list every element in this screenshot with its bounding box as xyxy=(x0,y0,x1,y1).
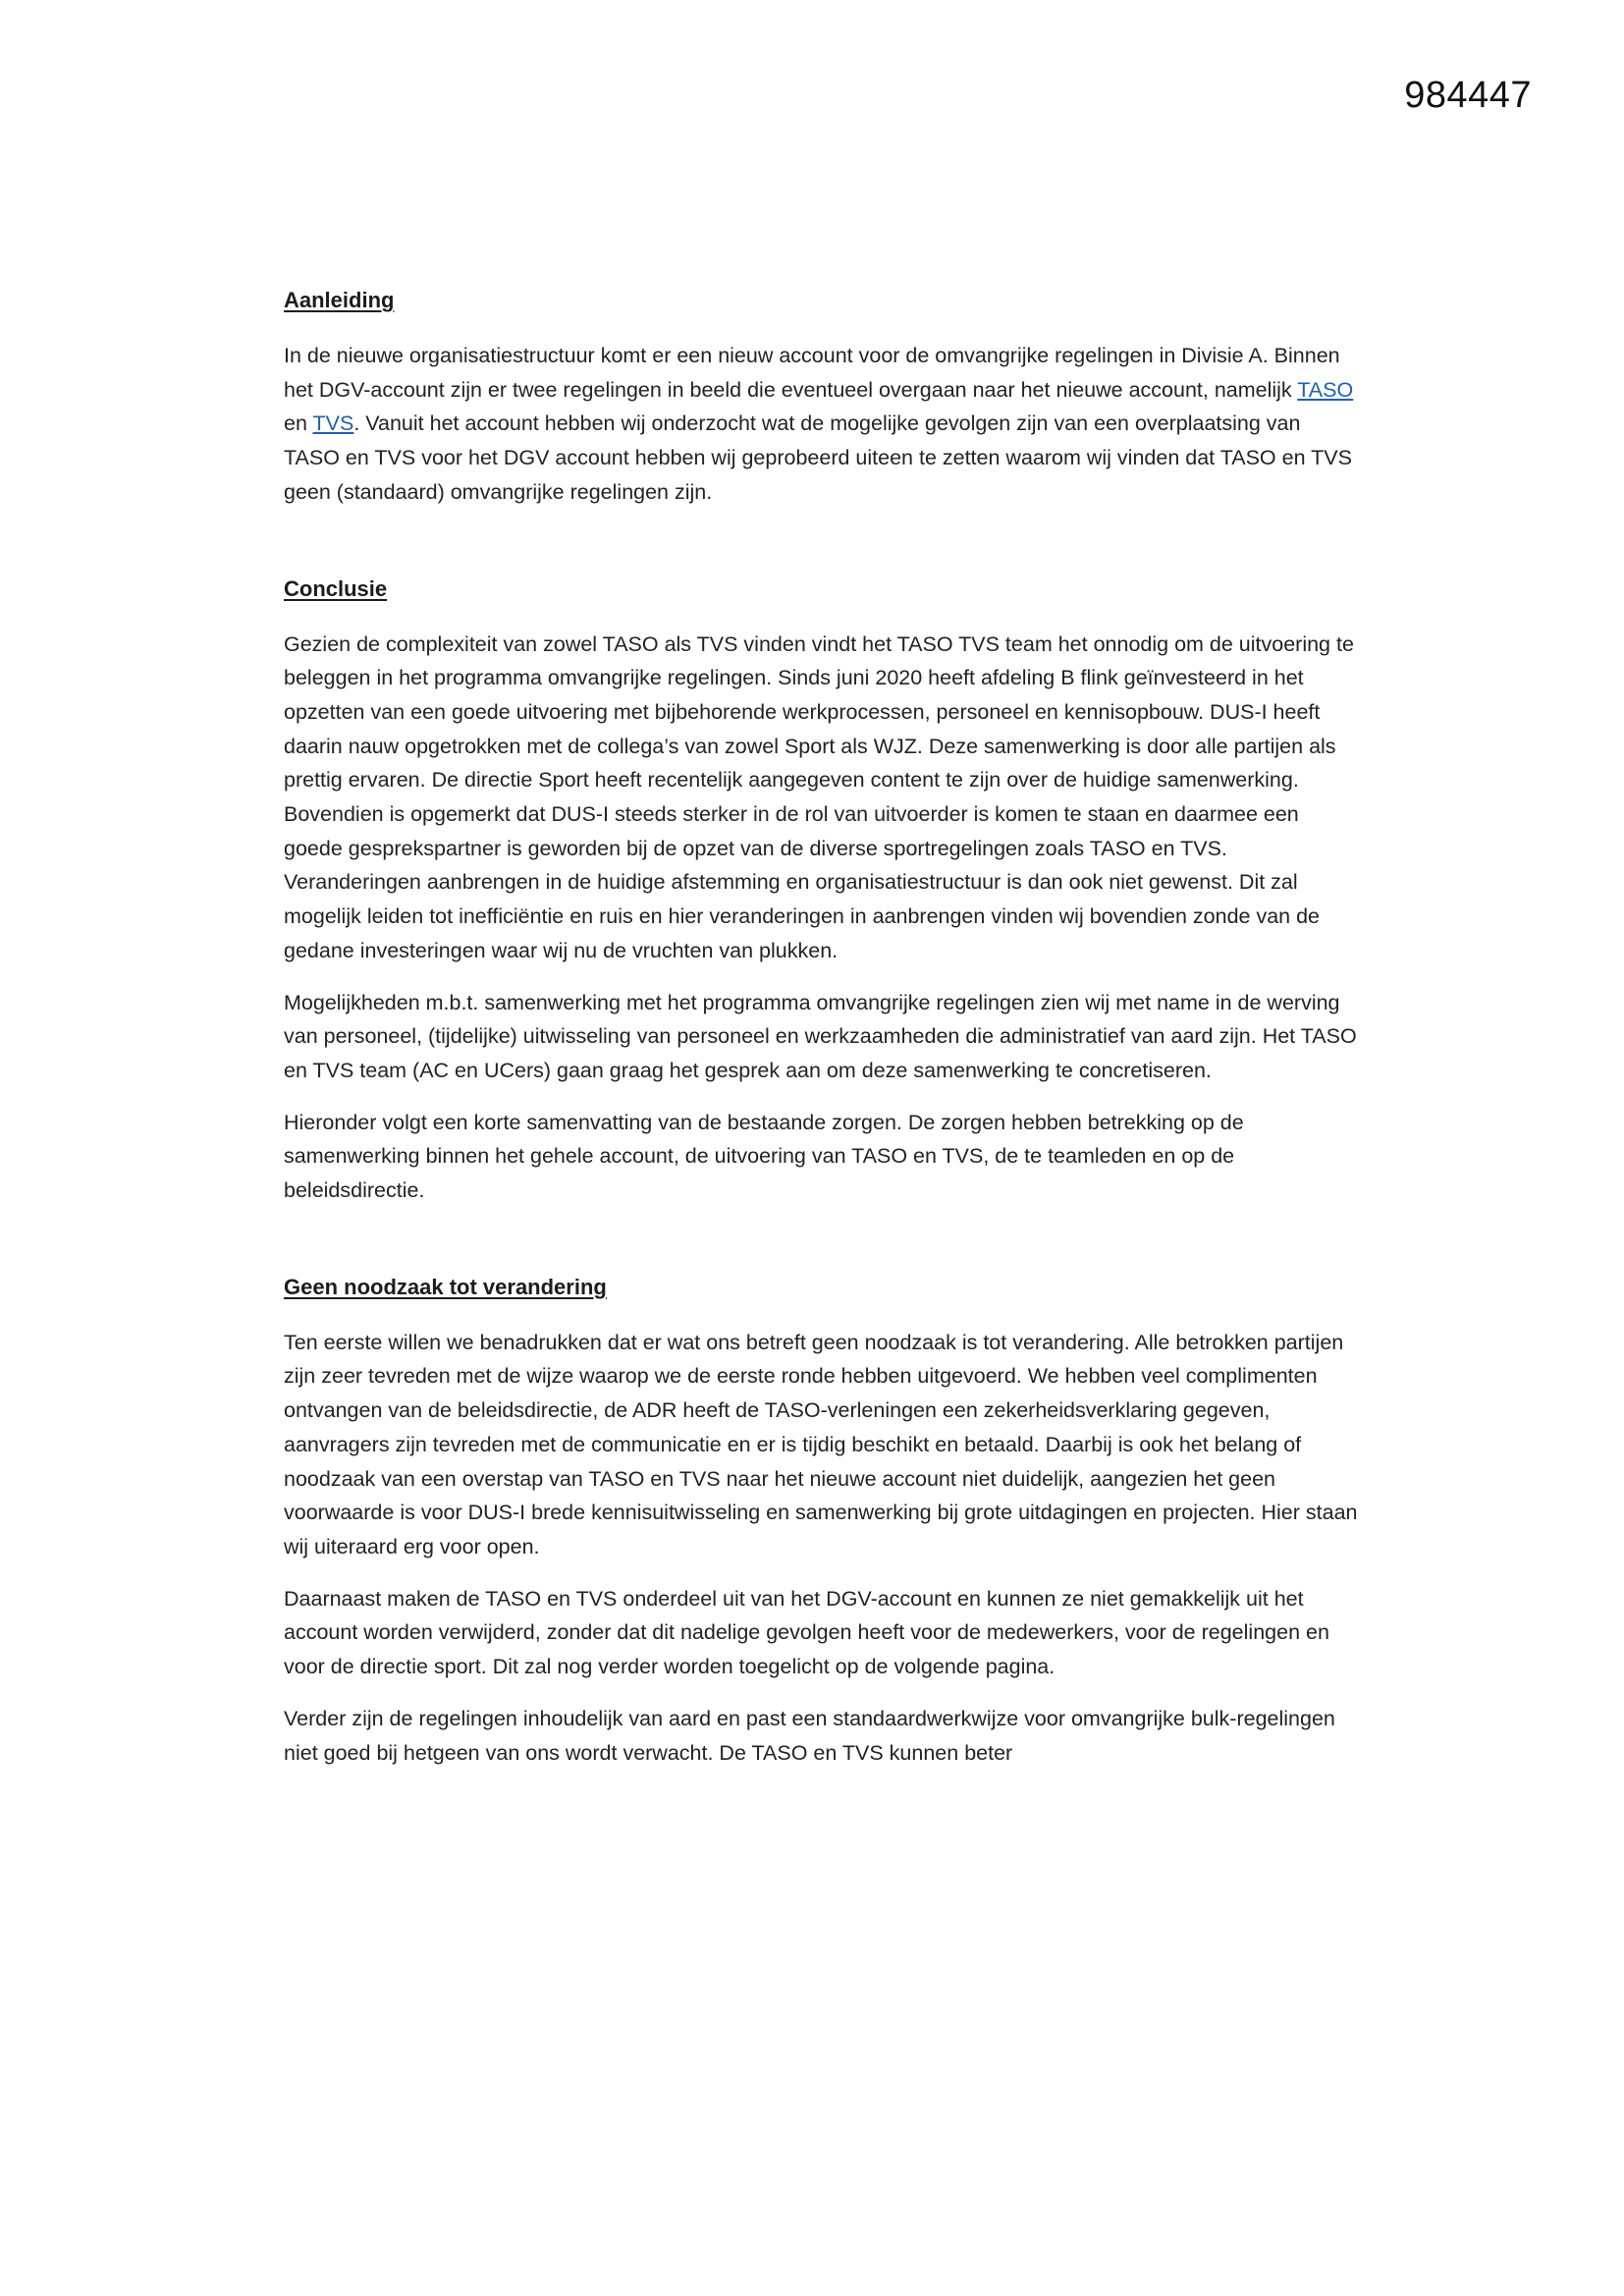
taso-link[interactable]: TASO xyxy=(1297,377,1354,402)
conclusie-paragraph-2: Mogelijkheden m.b.t. samenwerking met het programma omvangrijke regelingen zien wij met name in de werving van personeel, (tijdelijke) uitwisseling van personeel en werkzaamheden die administratief van aard zijn. Het TASO en TVS team (AC en UCers) gaan graag het gesprek aan om deze samenwerking te concretiseren. xyxy=(284,990,1357,1082)
aanleiding-text-between: en xyxy=(284,411,313,436)
section-conclusie xyxy=(284,573,1359,1208)
section-noodzaak xyxy=(284,1271,1359,1770)
aanleiding-paragraph xyxy=(284,339,1359,510)
noodzaak-paragraph-2: Daarnaast maken de TASO en TVS onderdeel uit van het DGV-account en kunnen ze niet gemakkelijk uit het account worden verwijderd, zonder dat dit nadelige gevolgen heeft voor de medewerkers, voor de regelingen en voor de directie sport. Dit zal nog verder worden toegelicht op de volgende pagina. xyxy=(284,1586,1329,1679)
aanleiding-text-before: In de nieuwe organisatiestructuur komt er een nieuw account voor de omvangrijke regelingen in Divisie A. Binnen het DGV-account zijn er twee regelingen in beeld die eventueel overgaan naar het nieuwe account, namelijk xyxy=(284,344,1340,402)
heading-noodzaak: Geen noodzaak tot verandering xyxy=(284,1274,607,1299)
conclusie-paragraph-1: Gezien de complexiteit van zowel TASO als TVS vinden vindt het TASO TVS team het onnodig om de uitvoering te beleggen in het programma omvangrijke regelingen. Sinds juni 2020 heeft afdeling B flink geïnvesteerd in het opzetten van een goede uitvoering met bijbehorende werkprocessen, personeel en kennisopbouw. DUS-I heeft daarin nauw opgetrokken met de collega’s van zowel Sport als WJZ. Deze samenwerking is door alle partijen als prettig ervaren. De directie Sport heeft recentelijk aangegeven content te zijn over de huidige samenwerking. Bovendien is opgemerkt dat DUS-I steeds sterker in de rol van uitvoerder is komen te staan en daarmee een goede gesprekspartner is geworden bij de opzet van de diverse sportregelingen zoals TASO en TVS. Veranderingen aanbrengen in de huidige afstemming en organisatiestructuur is dan ook niet gewenst. Dit zal mogelijk leiden tot inefficiëntie en ruis en hier veranderingen in aanbrengen vinden wij bovendien zonde van de gedane investeringen waar wij nu de vruchten van plukken. xyxy=(284,631,1354,962)
section-aanleiding xyxy=(284,284,1359,510)
tvs-link[interactable]: TVS xyxy=(312,411,354,436)
conclusie-paragraph-3: Hieronder volgt een korte samenvatting van de bestaande zorgen. De zorgen hebben betrekking op de samenwerking binnen het gehele account, de uitvoering van TASO en TVS, de te teamleden en op de beleidsdirectie. xyxy=(284,1110,1244,1203)
noodzaak-paragraph-1: Ten eerste willen we benadrukken dat er wat ons betreft geen noodzaak is tot verandering. Alle betrokken partijen zijn zeer tevreden met de wijze waarop we de eerste ronde hebben uitgevoerd. We hebben veel complimenten ontvangen van de beleidsdirectie, de ADR heeft de TASO-verleningen een zekerheidsverklaring gegeven, aanvragers zijn tevreden met de communicatie en er is tijdig beschikt en betaald. Daarbij is ook het belang of noodzaak van een overstap van TASO en TVS naar het nieuwe account niet duidelijk, aangezien het geen voorwaarde is voor DUS-I brede kennisuitwisseling en samenwerking bij grote uitdagingen en projecten. Hier staan wij uiteraard erg voor open. xyxy=(284,1330,1358,1558)
aanleiding-text-after: . Vanuit het account hebben wij onderzocht wat de mogelijke gevolgen zijn van een overplaatsing van TASO en TVS voor het DGV account hebben wij geprobeerd uiteen te zetten waarom wij vinden dat TASO en TVS geen (standaard) omvangrijke regelingen zijn. xyxy=(284,411,1352,504)
noodzaak-paragraph-3: Verder zijn de regelingen inhoudelijk van aard en past een standaardwerkwijze voor omvangrijke bulk-regelingen niet goed bij hetgeen van ons wordt verwacht. De TASO en TVS kunnen beter xyxy=(284,1706,1335,1765)
heading-aanleiding: Aanleiding xyxy=(284,288,395,312)
heading-conclusie: Conclusie xyxy=(284,575,388,601)
document-body xyxy=(284,284,1359,1832)
document-number: 984447 xyxy=(1404,75,1532,116)
